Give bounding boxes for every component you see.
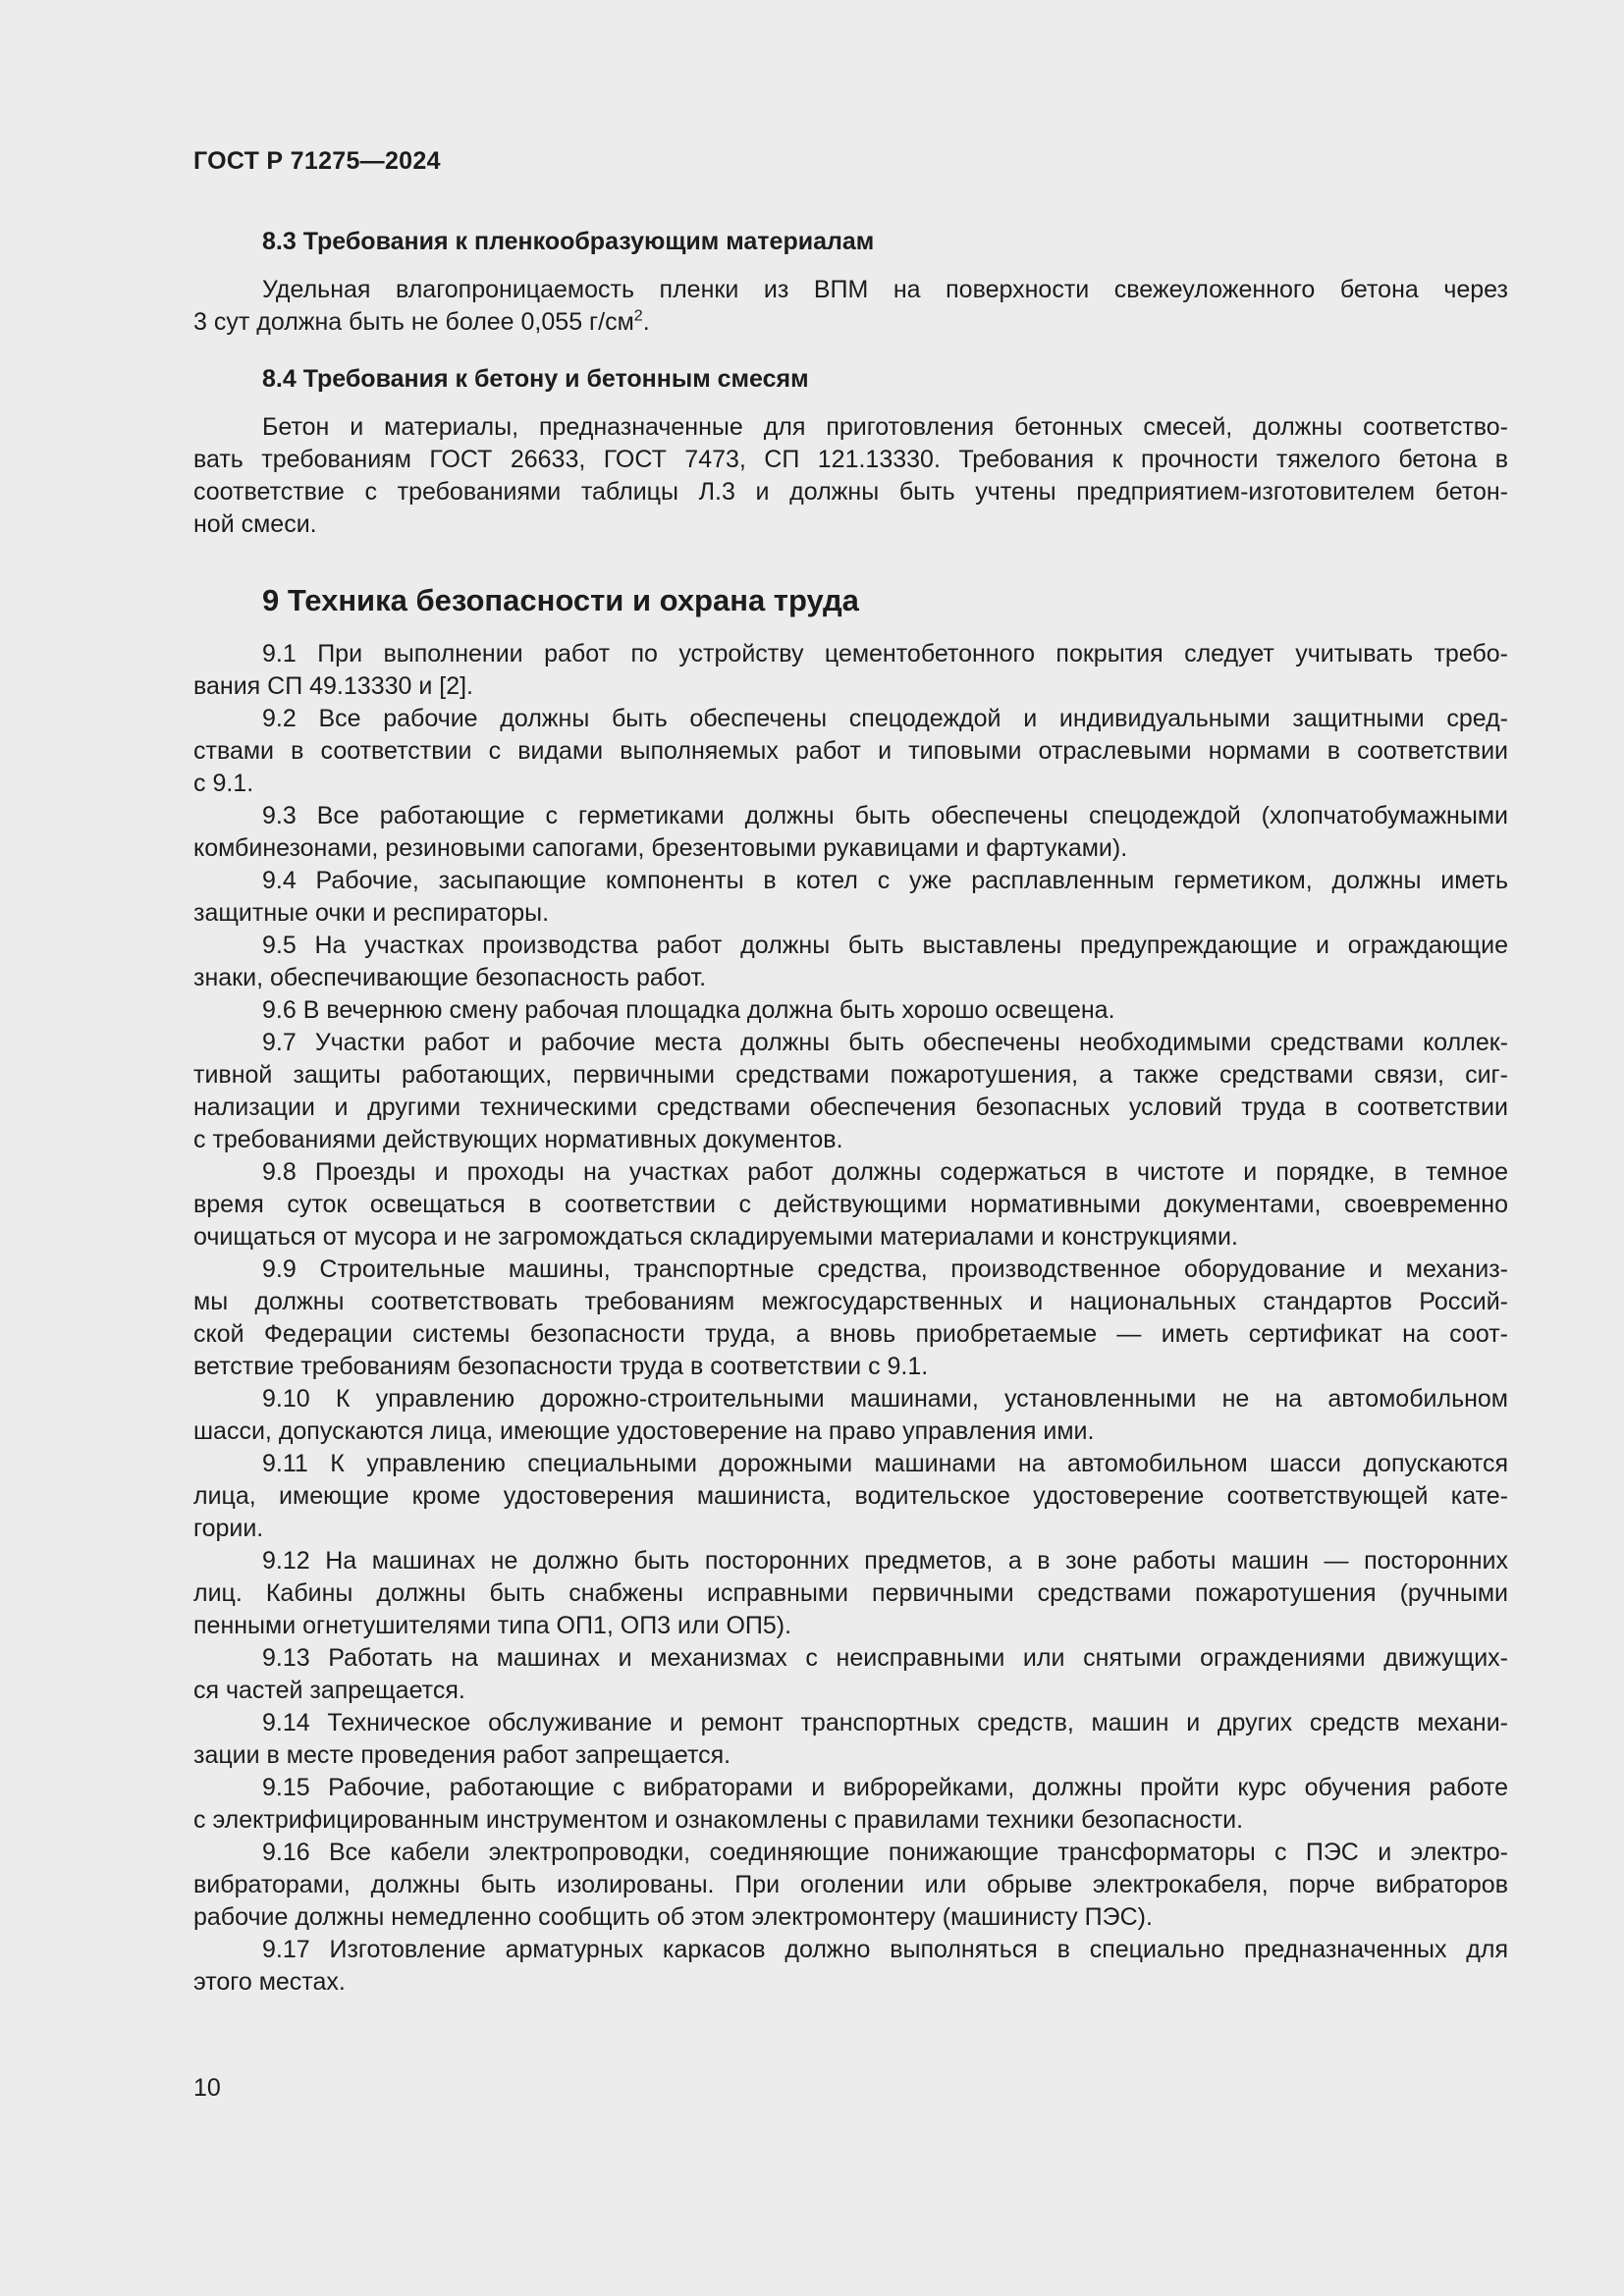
clause-9-7 bbox=[193, 1027, 1508, 1156]
clause-line: ветствие требованиям безопасности труда в соответствии с 9.1. bbox=[193, 1353, 929, 1380]
clause-line: вибраторами, должны быть изолированы. При оголении или обрыве электрокабеля, порче вибраторов bbox=[193, 1871, 1508, 1898]
section-8-3-text bbox=[193, 274, 1508, 339]
section-8-4-text bbox=[193, 411, 1508, 541]
clause-9-17 bbox=[193, 1934, 1508, 1999]
clause-line: 9.9 Строительные машины, транспортные средства, производственное оборудование и механиз- bbox=[262, 1255, 1508, 1283]
clause-9-16 bbox=[193, 1837, 1508, 1934]
clause-line: 9.4 Рабочие, засыпающие компоненты в котел с уже расплавленным герметиком, должны иметь bbox=[262, 867, 1508, 894]
clause-line: пенными огнетушителями типа ОП1, ОП3 или ОП5). bbox=[193, 1612, 792, 1639]
clause-line: ся частей запрещается. bbox=[193, 1677, 465, 1704]
clause-line: 9.3 Все работающие с герметиками должны быть обеспечены спецодеждой (хлопчатобумажными bbox=[262, 802, 1508, 829]
section-8-4-line: вать требованиям ГОСТ 26633, ГОСТ 7473, СП 121.13330. Требования к прочности тяжелого бетона в bbox=[193, 446, 1508, 473]
clause-line: 9.2 Все рабочие должны быть обеспечены спецодеждой и индивидуальными защитными сред- bbox=[262, 705, 1508, 732]
clause-line: время суток освещаться в соответствии с действующими нормативными документами, своевременно bbox=[193, 1191, 1508, 1218]
clause-line: ствами в соответствии с видами выполняемых работ и типовыми отраслевыми нормами в соответствии bbox=[193, 737, 1508, 765]
clause-9-15 bbox=[193, 1772, 1508, 1837]
clause-line: зации в месте проведения работ запрещается. bbox=[193, 1741, 731, 1769]
section-8-4-line: Бетон и материалы, предназначенные для приготовления бетонных смесей, должны соответство- bbox=[262, 413, 1508, 441]
clause-line: вания СП 49.13330 и [2]. bbox=[193, 672, 473, 700]
clause-line: 9.8 Проезды и проходы на участках работ должны содержаться в чистоте и порядке, в темное bbox=[262, 1158, 1508, 1186]
section-8-4-line: ной смеси. bbox=[193, 510, 317, 538]
clause-9-2 bbox=[193, 703, 1508, 800]
clause-line: нализации и другими техническими средствами обеспечения безопасных условий труда в соответствии bbox=[193, 1094, 1508, 1121]
superscript-2: 2 bbox=[633, 307, 643, 325]
clause-line: 9.10 К управлению дорожно-строительными машинами, установленными не на автомобильном bbox=[262, 1385, 1508, 1413]
clause-9-9 bbox=[193, 1254, 1508, 1383]
clause-line: рабочие должны немедленно сообщить об этом электромонтеру (машинисту ПЭС). bbox=[193, 1903, 1153, 1931]
clause-9-11 bbox=[193, 1448, 1508, 1545]
section-9-heading: 9 Техника безопасности и охрана труда bbox=[262, 583, 859, 617]
page-number: 10 bbox=[193, 2074, 221, 2102]
section-8-3-heading: 8.3 Требования к пленкообразующим материалам bbox=[262, 228, 875, 255]
clause-line: 9.13 Работать на машинах и механизмах с неисправными или снятыми ограждениями движущих- bbox=[262, 1644, 1508, 1672]
clause-9-13 bbox=[193, 1642, 1508, 1707]
clause-line: 9.12 На машинах не должно быть посторонних предметов, а в зоне работы машин — посторонних bbox=[262, 1547, 1508, 1575]
standard-code-header: ГОСТ Р 71275—2024 bbox=[193, 147, 441, 175]
section-8-4-line: соответствие с требованиями таблицы Л.3 и должны быть учтены предприятием-изготовителем бетон- bbox=[193, 478, 1508, 506]
clause-line: 9.14 Техническое обслуживание и ремонт транспортных средств, машин и других средств механи- bbox=[262, 1709, 1508, 1736]
clause-9-3 bbox=[193, 800, 1508, 865]
clause-line: 9.6 В вечернюю смену рабочая площадка должна быть хорошо освещена. bbox=[262, 996, 1115, 1024]
clause-9-10 bbox=[193, 1383, 1508, 1448]
clause-line: 9.11 К управлению специальными дорожными машинами на автомобильном шасси допускаются bbox=[262, 1450, 1508, 1477]
clause-9-6 bbox=[193, 994, 1508, 1027]
section-8-3-line-1: Удельная влагопроницаемость пленки из ВПМ на поверхности свежеуложенного бетона через bbox=[262, 276, 1508, 303]
clause-line: лиц. Кабины должны быть снабжены исправными первичными средствами пожаротушения (ручными bbox=[193, 1579, 1508, 1607]
clause-line: с электрифицированным инструментом и ознакомлены с правилами техники безопасности. bbox=[193, 1806, 1244, 1834]
clause-9-1 bbox=[193, 638, 1508, 703]
clause-line: этого местах. bbox=[193, 1968, 346, 1996]
clause-line: ской Федерации системы безопасности труда, а вновь приобретаемые — иметь сертификат на соот- bbox=[193, 1320, 1508, 1348]
clause-line: 9.5 На участках производства работ должны быть выставлены предупреждающие и ограждающие bbox=[262, 932, 1508, 959]
clause-line: мы должны соответствовать требованиям межгосударственных и национальных стандартов Россий- bbox=[193, 1288, 1508, 1315]
clause-line: 9.17 Изготовление арматурных каркасов должно выполняться в специально предназначенных для bbox=[262, 1936, 1508, 1963]
clause-line: 9.16 Все кабели электропроводки, соединяющие понижающие трансформаторы с ПЭС и электро- bbox=[262, 1839, 1508, 1866]
clause-9-14 bbox=[193, 1707, 1508, 1772]
clause-line: очищаться от мусора и не загромождаться складируемыми материалами и конструкциями. bbox=[193, 1223, 1238, 1251]
section-8-3-line-2-text: 3 сут должна быть не более 0,055 г/см bbox=[193, 308, 634, 336]
clause-9-12 bbox=[193, 1545, 1508, 1642]
section-8-3-line-2 bbox=[193, 306, 1508, 339]
clause-line: 9.15 Рабочие, работающие с вибраторами и виброрейками, должны пройти курс обучения работе bbox=[262, 1774, 1508, 1801]
clause-line: гории. bbox=[193, 1515, 264, 1542]
clause-line: с 9.1. bbox=[193, 770, 254, 797]
section-8-3-line-2-trailing: . bbox=[642, 308, 650, 336]
clause-9-4 bbox=[193, 865, 1508, 930]
clause-line: шасси, допускаются лица, имеющие удостоверение на право управления ими. bbox=[193, 1417, 1095, 1445]
clause-line: лица, имеющие кроме удостоверения машиниста, водительское удостоверение соответствующей кате- bbox=[193, 1482, 1508, 1510]
section-8-4-heading: 8.4 Требования к бетону и бетонным смесям bbox=[262, 365, 809, 393]
clause-line: 9.1 При выполнении работ по устройству цементобетонного покрытия следует учитывать требо- bbox=[262, 640, 1508, 667]
clause-9-5 bbox=[193, 930, 1508, 994]
clause-line: 9.7 Участки работ и рабочие места должны быть обеспечены необходимыми средствами коллек- bbox=[262, 1029, 1508, 1056]
clause-line: комбинезонами, резиновыми сапогами, брезентовыми рукавицами и фартуками). bbox=[193, 834, 1128, 862]
clause-9-8 bbox=[193, 1156, 1508, 1254]
clause-line: с требованиями действующих нормативных документов. bbox=[193, 1126, 843, 1153]
clause-line: знаки, обеспечивающие безопасность работ. bbox=[193, 964, 707, 991]
clause-line: защитные очки и респираторы. bbox=[193, 899, 550, 927]
clause-line: тивной защиты работающих, первичными средствами пожаротушения, а также средствами связи, сиг- bbox=[193, 1061, 1508, 1089]
